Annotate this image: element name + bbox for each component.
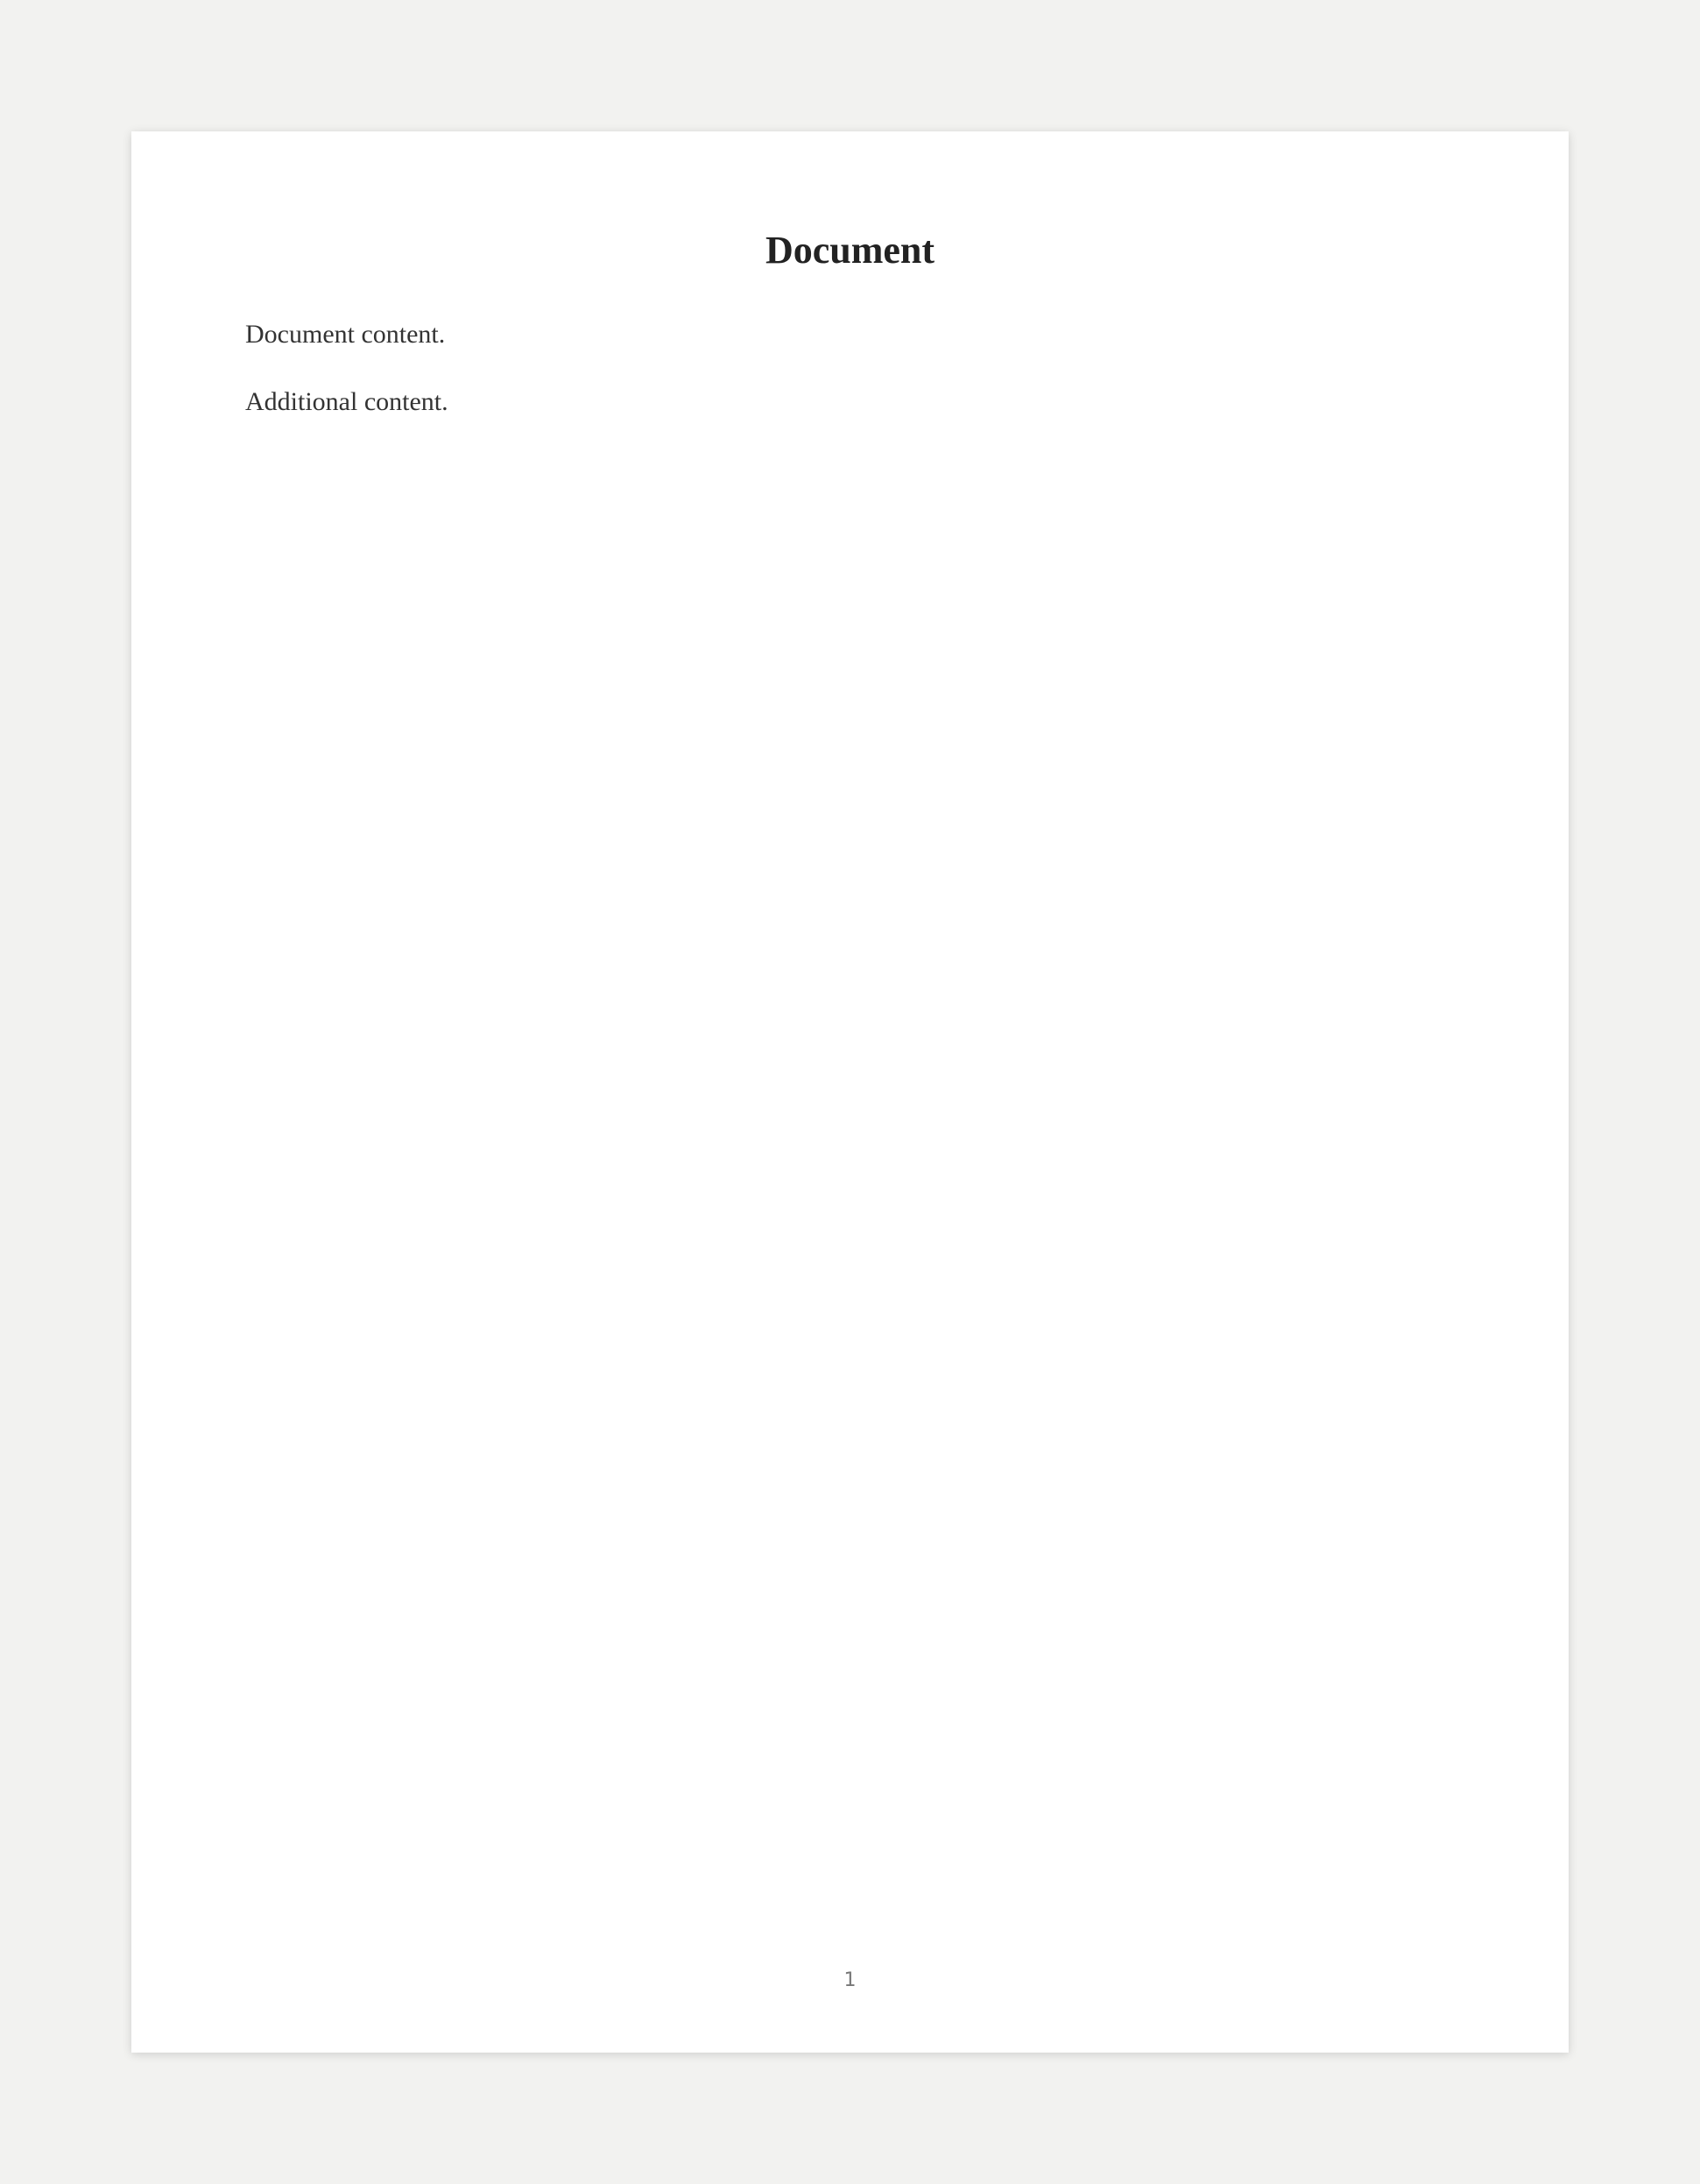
- document-title: Document: [765, 229, 935, 272]
- paragraph: Document content.: [245, 320, 446, 349]
- paragraph: Additional content.: [245, 386, 448, 416]
- page-number: 1: [843, 1969, 857, 1991]
- document-page: [131, 131, 1569, 2053]
